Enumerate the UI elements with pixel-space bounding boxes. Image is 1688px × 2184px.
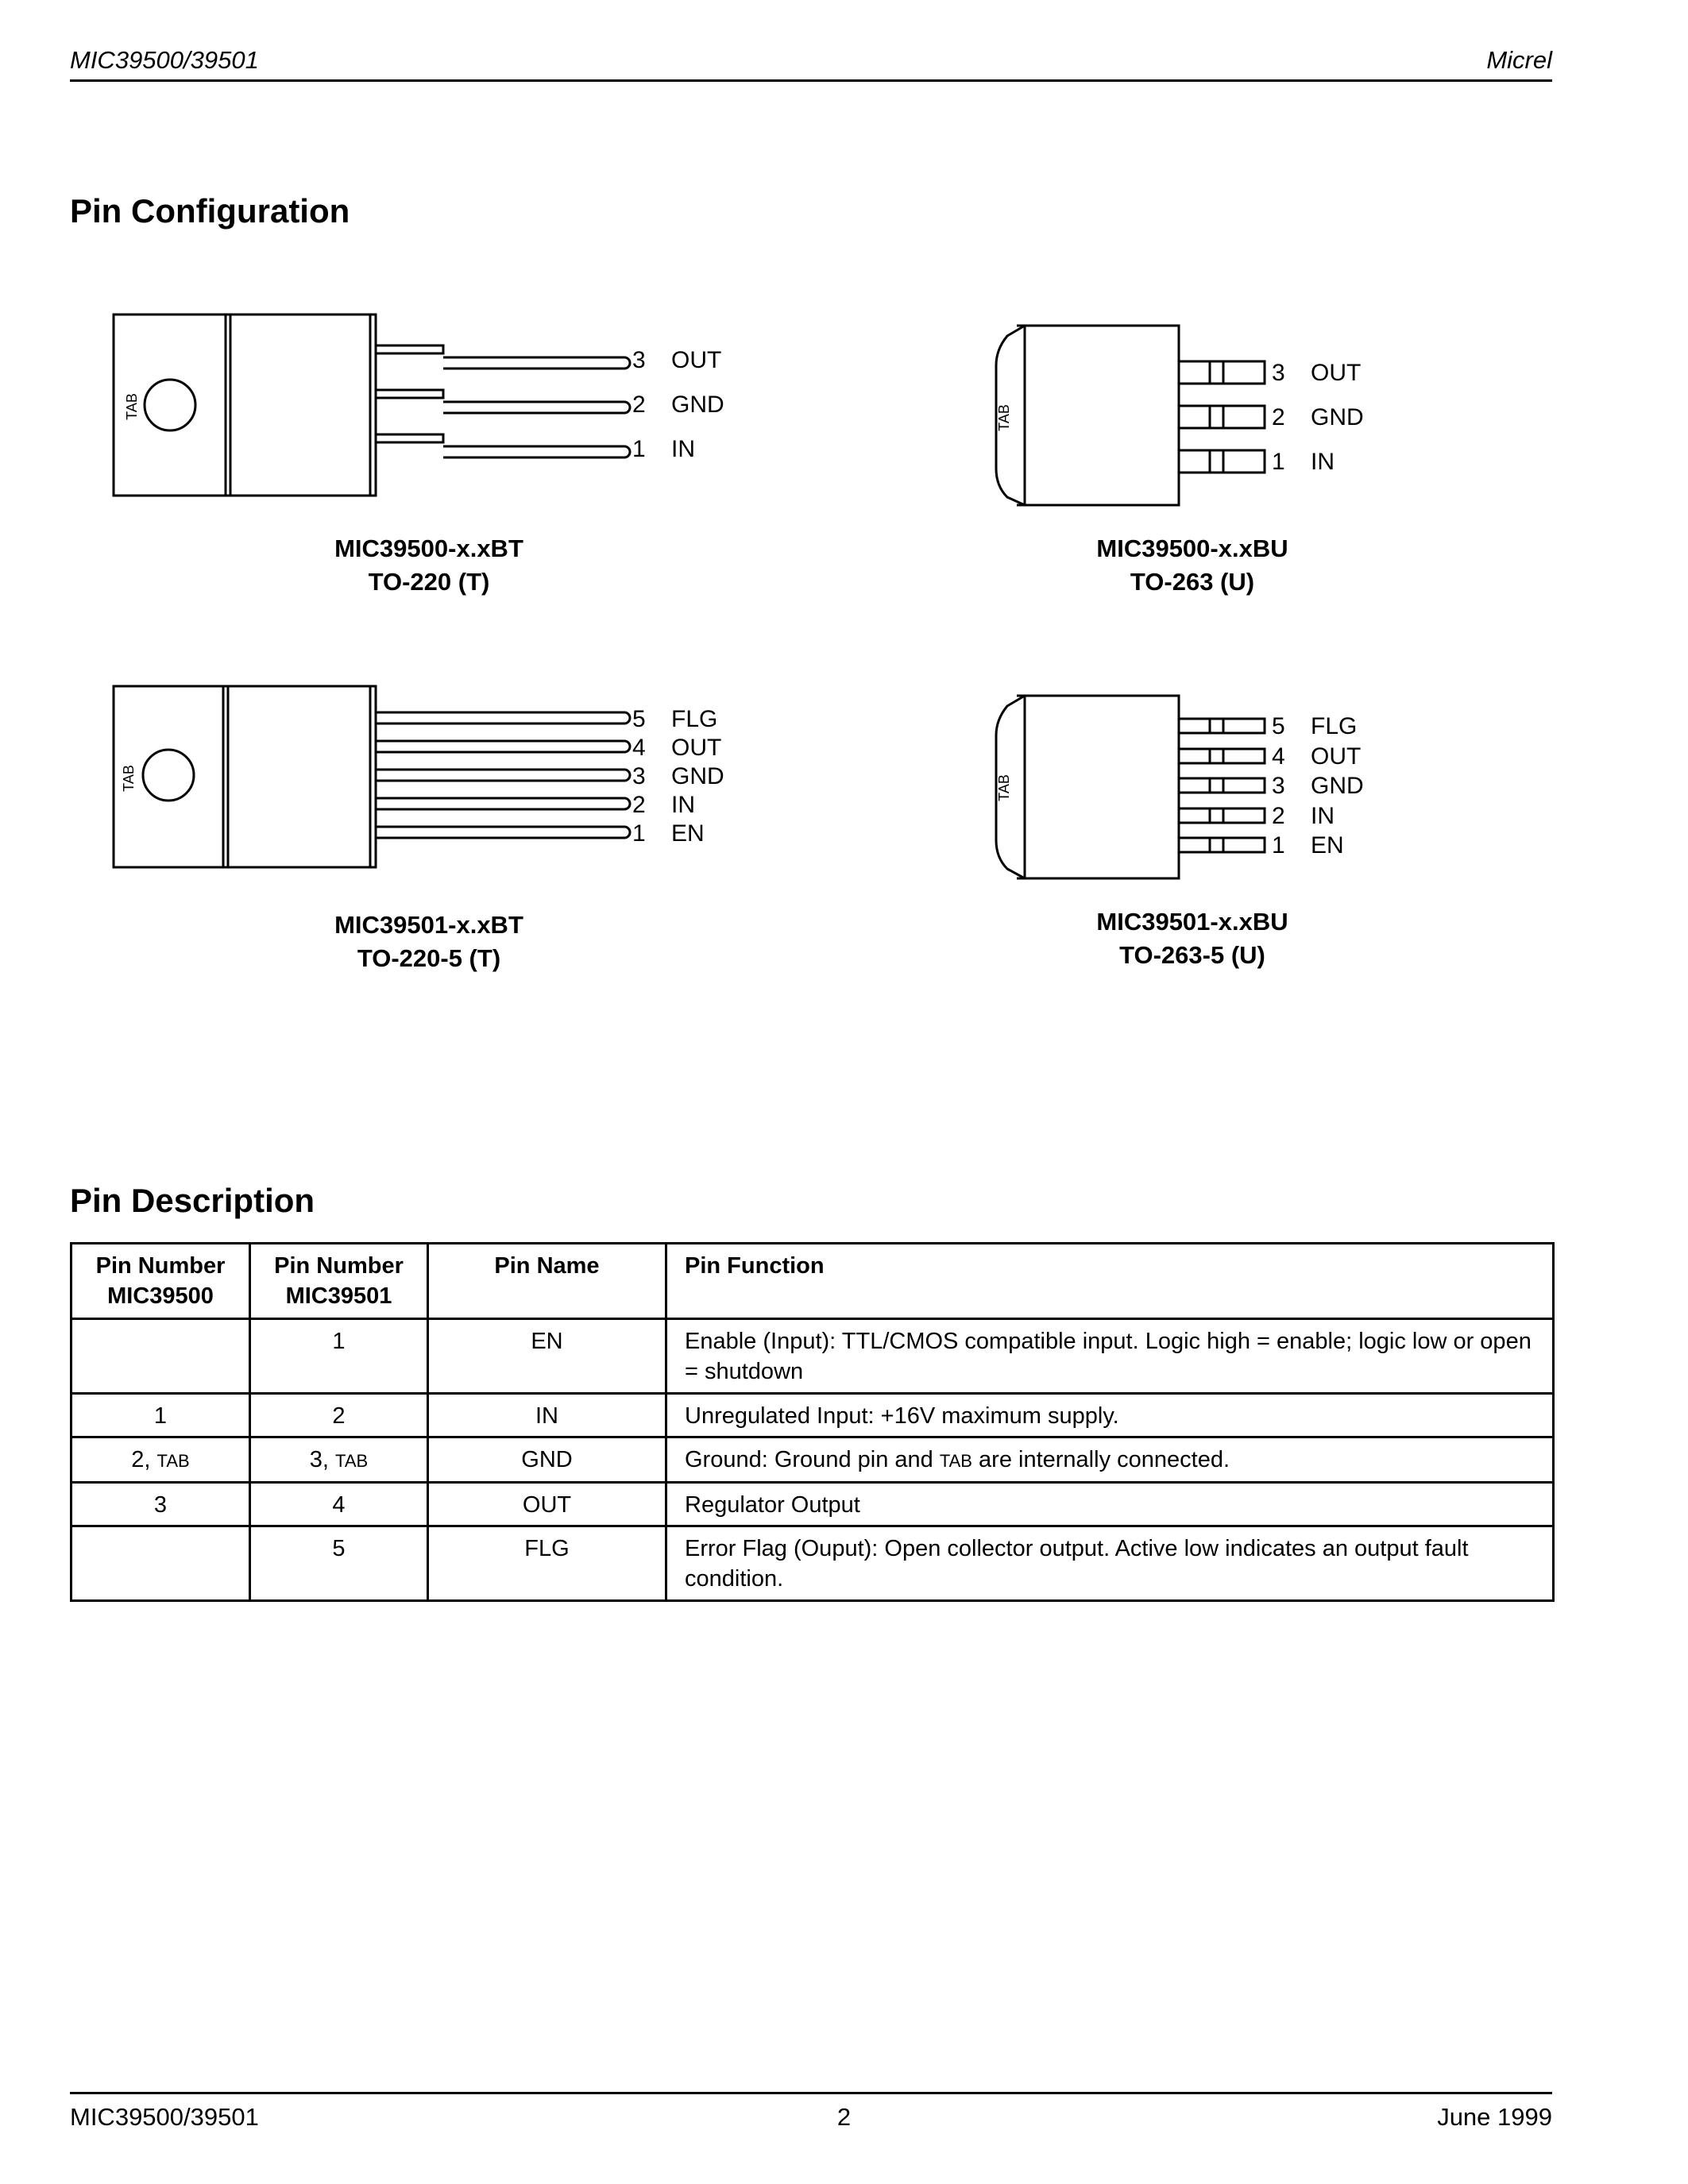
table-row	[71, 1483, 1554, 1526]
col-header-mic39501	[250, 1244, 428, 1319]
package-title: MIC39501-x.xBU	[1096, 908, 1288, 936]
tab-suffix: TAB	[939, 1451, 972, 1471]
package-subtitle: TO-220-5 (T)	[357, 944, 501, 972]
package-title: MIC39501-x.xBT	[334, 911, 523, 939]
pin-number: 5	[1272, 713, 1285, 739]
table-row	[71, 1319, 1554, 1394]
pin-name: IN	[671, 792, 695, 818]
pin-number: 2	[1272, 404, 1285, 430]
col-header-pin-function: Pin Function	[666, 1244, 1554, 1319]
package-body	[114, 314, 376, 496]
header-line: Pin Number	[95, 1253, 226, 1279]
header-brand: Micrel	[1486, 46, 1552, 74]
pin-leads	[376, 345, 630, 457]
mounting-hole	[143, 750, 194, 801]
pin-number: 1	[1272, 832, 1285, 859]
pin-name: OUT	[671, 347, 722, 373]
pin-number: 2	[1272, 803, 1285, 829]
pin-number: 4	[632, 735, 646, 761]
table-row	[71, 1394, 1554, 1437]
header-doc-id: MIC39500/39501	[70, 46, 259, 74]
pin-leads	[1179, 361, 1265, 473]
col-header-mic39500	[71, 1244, 250, 1319]
cell-mic39500	[71, 1437, 250, 1483]
cell-pin-function: Regulator Output	[666, 1483, 1554, 1526]
header-line: MIC39500	[107, 1283, 214, 1309]
pin-number: 3	[1272, 773, 1285, 799]
pin-leads	[1179, 719, 1265, 852]
pin-number-text: 2,	[131, 1447, 151, 1472]
package-body	[1017, 696, 1179, 878]
package-to263-5	[996, 696, 1265, 878]
tab-suffix: TAB	[335, 1451, 369, 1471]
cell-mic39500	[71, 1319, 250, 1394]
cell-pin-name: OUT	[428, 1483, 666, 1526]
page-number: 2	[836, 2103, 852, 2131]
footer-rule	[70, 2092, 1552, 2094]
package-to220-3	[114, 314, 630, 496]
function-text: are internally connected.	[971, 1447, 1230, 1472]
pin-name: EN	[671, 820, 705, 847]
cell-pin-name: IN	[428, 1394, 666, 1437]
cell-pin-function: Error Flag (Ouput): Open collector output. Active low indicates an output fault condition.	[666, 1526, 1554, 1601]
package-title: MIC39500-x.xBT	[334, 534, 523, 562]
package-body	[114, 686, 376, 867]
tab-label: TAB	[996, 404, 1012, 431]
pin-name: OUT	[671, 735, 722, 761]
pin-name: IN	[671, 436, 695, 462]
pin-number: 2	[632, 792, 646, 818]
cell-mic39500: 1	[71, 1394, 250, 1437]
footer-date: June 1999	[1437, 2103, 1552, 2131]
footer-doc-id: MIC39500/39501	[70, 2103, 259, 2131]
tab-suffix: TAB	[156, 1451, 190, 1471]
pin-name: EN	[1311, 832, 1344, 859]
pin-number: 4	[1272, 743, 1285, 770]
pin-name: FLG	[1311, 713, 1358, 739]
cell-pin-name: GND	[428, 1437, 666, 1483]
function-text: Ground: Ground pin and	[685, 1447, 940, 1472]
package-title: MIC39500-x.xBU	[1096, 534, 1288, 562]
table-row	[71, 1437, 1554, 1483]
package-subtitle: TO-263-5 (U)	[1119, 941, 1265, 969]
pin-name: IN	[1311, 449, 1335, 475]
pin-leads	[376, 712, 630, 838]
package-diagrams	[0, 0, 1688, 1048]
mounting-hole	[145, 380, 195, 430]
pin-name: GND	[1311, 404, 1364, 430]
pin-name: OUT	[1311, 360, 1362, 386]
tab-label: TAB	[996, 774, 1012, 801]
pin-description-table	[70, 1242, 1555, 1602]
pin-name: GND	[671, 763, 724, 789]
package-subtitle: TO-263 (U)	[1130, 568, 1255, 596]
package-to220-5	[114, 686, 630, 867]
cell-pin-function: Enable (Input): TTL/CMOS compatible input. Logic high = enable; logic low or open = shutdown	[666, 1319, 1554, 1394]
pin-number: 3	[1272, 360, 1285, 386]
cell-pin-function: Unregulated Input: +16V maximum supply.	[666, 1394, 1554, 1437]
package-subtitle: TO-220 (T)	[368, 568, 490, 596]
cell-pin-name: FLG	[428, 1526, 666, 1601]
pin-configuration-title: Pin Configuration	[70, 192, 350, 230]
header-line: Pin Number	[274, 1253, 404, 1279]
package-body	[1017, 326, 1179, 505]
cell-mic39501: 4	[250, 1483, 428, 1526]
cell-pin-name: EN	[428, 1319, 666, 1394]
tab-label: TAB	[121, 765, 137, 792]
pin-name: OUT	[1311, 743, 1362, 770]
pin-description-title: Pin Description	[70, 1182, 315, 1219]
header-line: MIC39501	[285, 1283, 392, 1309]
cell-pin-function	[666, 1437, 1554, 1483]
pin-number: 2	[632, 392, 646, 418]
pin-number: 3	[632, 347, 646, 373]
pin-name: GND	[1311, 773, 1364, 799]
table-header-row	[71, 1244, 1554, 1319]
pin-name: IN	[1311, 803, 1335, 829]
cell-mic39501	[250, 1437, 428, 1483]
cell-mic39501: 2	[250, 1394, 428, 1437]
package-to263-3	[996, 326, 1265, 505]
table-row	[71, 1526, 1554, 1601]
pin-number: 1	[632, 820, 646, 847]
tab-label: TAB	[124, 393, 140, 420]
pin-number: 5	[632, 706, 646, 732]
pin-name: GND	[671, 392, 724, 418]
cell-mic39500: 3	[71, 1483, 250, 1526]
pin-name: FLG	[671, 706, 718, 732]
cell-mic39501: 1	[250, 1319, 428, 1394]
pin-number: 1	[1272, 449, 1285, 475]
pin-number: 3	[632, 763, 646, 789]
cell-mic39501: 5	[250, 1526, 428, 1601]
cell-mic39500	[71, 1526, 250, 1601]
pin-number: 1	[632, 436, 646, 462]
pin-number-text: 3,	[309, 1447, 329, 1472]
col-header-pin-name: Pin Name	[428, 1244, 666, 1319]
